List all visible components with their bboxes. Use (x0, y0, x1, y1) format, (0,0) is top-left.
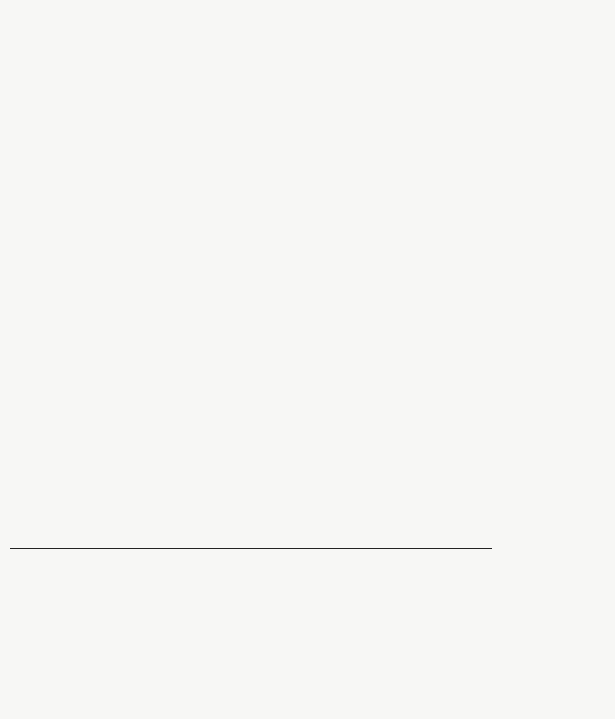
notes-divider (10, 548, 492, 549)
